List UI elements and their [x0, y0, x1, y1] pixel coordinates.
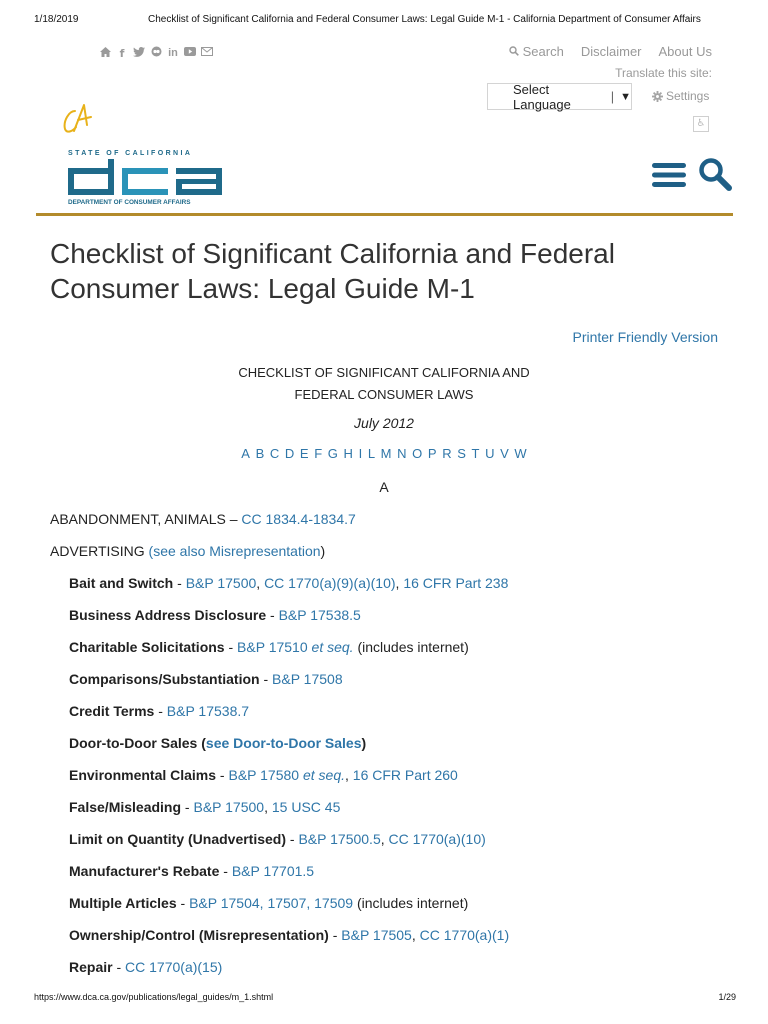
document-heading-line1: CHECKLIST OF SIGNIFICANT CALIFORNIA AND	[238, 365, 530, 380]
section-letter: A	[379, 479, 389, 495]
alpha-link[interactable]: G	[327, 446, 338, 461]
law-link[interactable]	[229, 767, 346, 783]
search-icon	[509, 46, 519, 56]
search-link-label: Search	[522, 44, 564, 59]
entry-abandonment	[50, 511, 356, 527]
entry-comparisons	[69, 671, 343, 687]
alpha-link[interactable]: E	[299, 446, 309, 461]
law-link[interactable]: 15 USC 45	[271, 799, 341, 815]
entry-limit-quantity	[69, 831, 486, 847]
alpha-link[interactable]: C	[269, 446, 280, 461]
entry-label: Comparisons/Substantiation	[69, 671, 260, 687]
logo-state-text: STATE OF CALIFORNIA	[68, 150, 193, 157]
alpha-link[interactable]: H	[343, 446, 353, 461]
alpha-link[interactable]: M	[380, 446, 392, 461]
alpha-link[interactable]: S	[457, 446, 466, 461]
language-select[interactable]	[487, 83, 632, 110]
utility-links	[509, 44, 712, 59]
entry-comma: ,	[411, 927, 420, 943]
entry-label: Charitable Solicitations	[69, 639, 225, 655]
entry-label: Business Address Disclosure	[69, 607, 267, 623]
entry-false-misleading	[69, 799, 340, 815]
entry-label: Ownership/Control (Misrepresentation)	[69, 927, 329, 943]
entry-dash: -	[176, 895, 190, 911]
entry-dash: -	[112, 959, 126, 975]
law-link[interactable]: CC 1770(a)(10)	[388, 831, 486, 847]
entry-dash: -	[181, 799, 194, 815]
menu-icon[interactable]	[652, 163, 686, 187]
logo-dept-text: DEPARTMENT OF CONSUMER AFFAIRS	[68, 199, 191, 206]
entry-dash: -	[216, 767, 229, 783]
dropdown-arrow-icon: ▼	[620, 90, 631, 103]
law-link[interactable]: CC 1770(a)(1)	[419, 927, 510, 943]
translate-label: Translate this site:	[615, 66, 712, 80]
entry-comma: ,	[256, 575, 265, 591]
entry-business-address	[69, 607, 361, 623]
entry-label: Repair	[69, 959, 113, 975]
law-link[interactable]: B&P 17701.5	[231, 863, 315, 879]
facebook-icon[interactable]: f	[119, 46, 125, 60]
accessibility-icon[interactable]: ♿	[693, 116, 709, 132]
about-us-link[interactable]: About Us	[658, 44, 712, 59]
header-divider	[36, 213, 733, 216]
alphabet-nav	[0, 446, 768, 461]
print-doc-title: Checklist of Significant California and Federal Consumer Laws: Legal Guide M-1 - California Department of Consumer Affairs	[148, 14, 701, 25]
law-link[interactable]: 16 CFR Part 238	[403, 575, 509, 591]
entry-dash: -	[173, 575, 186, 591]
alpha-link[interactable]: O	[412, 446, 423, 461]
entry-dash: -	[224, 639, 238, 655]
social-icons	[99, 46, 213, 60]
printer-friendly-link[interactable]: Printer Friendly Version	[572, 329, 718, 345]
twitter-icon[interactable]	[133, 47, 145, 60]
entry-comma: ,	[380, 831, 389, 847]
entry-comma: ,	[345, 767, 353, 783]
entry-note: (includes internet)	[353, 895, 469, 911]
email-icon[interactable]	[201, 47, 213, 59]
print-date: 1/18/2019	[34, 14, 79, 25]
entry-dash: -	[328, 927, 342, 943]
disclaimer-link[interactable]: Disclaimer	[580, 44, 642, 59]
entry-dash: -	[266, 607, 279, 623]
law-link[interactable]: B&P 17504, 17507, 17509	[189, 895, 354, 911]
entry-bait-and-switch	[69, 575, 508, 591]
gear-icon	[652, 91, 663, 102]
entry-label: Limit on Quantity (Unadvertised)	[69, 831, 287, 847]
alpha-link[interactable]: B	[255, 446, 265, 461]
settings-label: Settings	[666, 89, 710, 103]
law-link[interactable]: B&P 17538.5	[278, 607, 361, 623]
linkedin-icon[interactable]: in	[168, 47, 178, 59]
alpha-link[interactable]: L	[367, 446, 376, 461]
alpha-link[interactable]: N	[397, 446, 407, 461]
entry-paren: )	[361, 735, 367, 751]
alpha-link[interactable]: W	[514, 446, 527, 461]
alpha-link[interactable]: I	[358, 446, 363, 461]
alpha-link[interactable]: P	[427, 446, 437, 461]
entry-multiple-articles	[69, 895, 468, 911]
language-select-separator: |	[610, 89, 615, 104]
entry-note: (includes internet)	[353, 639, 469, 655]
law-link-text: B&P 17580	[228, 767, 303, 783]
alpha-link[interactable]: T	[471, 446, 480, 461]
law-link[interactable]: B&P 17505	[341, 927, 412, 943]
home-icon[interactable]	[99, 47, 111, 60]
alpha-link[interactable]: A	[241, 446, 250, 461]
search-icon[interactable]	[698, 157, 732, 191]
page-title: Checklist of Significant California and Federal Consumer Laws: Legal Guide M-1	[50, 238, 615, 304]
entry-label: Bait and Switch	[69, 575, 174, 591]
entry-paren: (	[197, 735, 206, 751]
law-link[interactable]: B&P 17538.7	[166, 703, 250, 719]
see-also-link[interactable]: (see also Misrepresentation	[148, 543, 321, 559]
entry-label: Door-to-Door Sales	[69, 735, 198, 751]
entry-advertising	[50, 543, 325, 559]
entry-label: Credit Terms	[69, 703, 155, 719]
law-link[interactable]: B&P 17508	[272, 671, 343, 687]
document-date: July 2012	[354, 415, 414, 431]
dca-wordmark	[68, 159, 222, 195]
law-link[interactable]: CC 1770(a)(15)	[125, 959, 223, 975]
print-page-number: 1/29	[718, 992, 736, 1002]
entry-dash: -	[219, 863, 232, 879]
search-link[interactable]	[509, 44, 564, 59]
law-link[interactable]: CC 1770(a)(9)(a)(10)	[264, 575, 396, 591]
entry-label: ADVERTISING	[50, 543, 149, 559]
alpha-link[interactable]: V	[500, 446, 509, 461]
law-link[interactable]: CC 1834.4-1834.7	[241, 511, 356, 527]
entry-charitable	[69, 639, 469, 655]
entry-door-to-door	[69, 735, 366, 751]
print-url: https://www.dca.ca.gov/publications/legal_guides/m_1.shtml	[34, 992, 274, 1002]
entry-dash: -	[286, 831, 299, 847]
entry-repair	[69, 959, 222, 975]
law-link[interactable]: 16 CFR Part 260	[352, 767, 458, 783]
law-link[interactable]: B&P 17500.5	[298, 831, 381, 847]
language-select-value: Select Language	[513, 81, 571, 112]
settings-button[interactable]	[652, 89, 709, 103]
entry-environmental	[69, 767, 458, 783]
entry-manufacturer-rebate	[69, 863, 314, 879]
document-heading	[0, 362, 768, 406]
entry-label: Environmental Claims	[69, 767, 217, 783]
law-link[interactable]	[237, 639, 354, 655]
flickr-icon[interactable]	[150, 46, 162, 60]
entry-ownership-control	[69, 927, 509, 943]
entry-dash: -	[259, 671, 273, 687]
entry-dash: -	[154, 703, 167, 719]
alpha-link[interactable]: F	[314, 446, 323, 461]
see-link[interactable]: see Door-to-Door Sales	[205, 735, 362, 751]
law-link-text: B&P 17510	[237, 639, 312, 655]
law-link-etseq: et seq.	[302, 767, 346, 783]
dca-logo[interactable]	[68, 150, 224, 210]
entry-label: Multiple Articles	[69, 895, 177, 911]
entry-comma: ,	[264, 799, 272, 815]
youtube-icon[interactable]	[184, 47, 196, 59]
document-heading-line2: FEDERAL CONSUMER LAWS	[294, 387, 474, 402]
entry-comma: ,	[395, 575, 404, 591]
entry-credit-terms	[69, 703, 249, 719]
ca-script-logo[interactable]	[61, 101, 97, 137]
entry-label: ABANDONMENT, ANIMALS –	[50, 511, 242, 527]
entry-label: False/Misleading	[69, 799, 182, 815]
alpha-link[interactable]: D	[284, 446, 295, 461]
alpha-link[interactable]: R	[442, 446, 452, 461]
entry-paren: )	[320, 543, 326, 559]
alpha-link[interactable]: U	[485, 446, 495, 461]
entry-label: Manufacturer's Rebate	[69, 863, 220, 879]
law-link-etseq: et seq.	[311, 639, 354, 655]
law-link[interactable]: B&P 17500	[193, 799, 265, 815]
law-link[interactable]: B&P 17500	[185, 575, 257, 591]
